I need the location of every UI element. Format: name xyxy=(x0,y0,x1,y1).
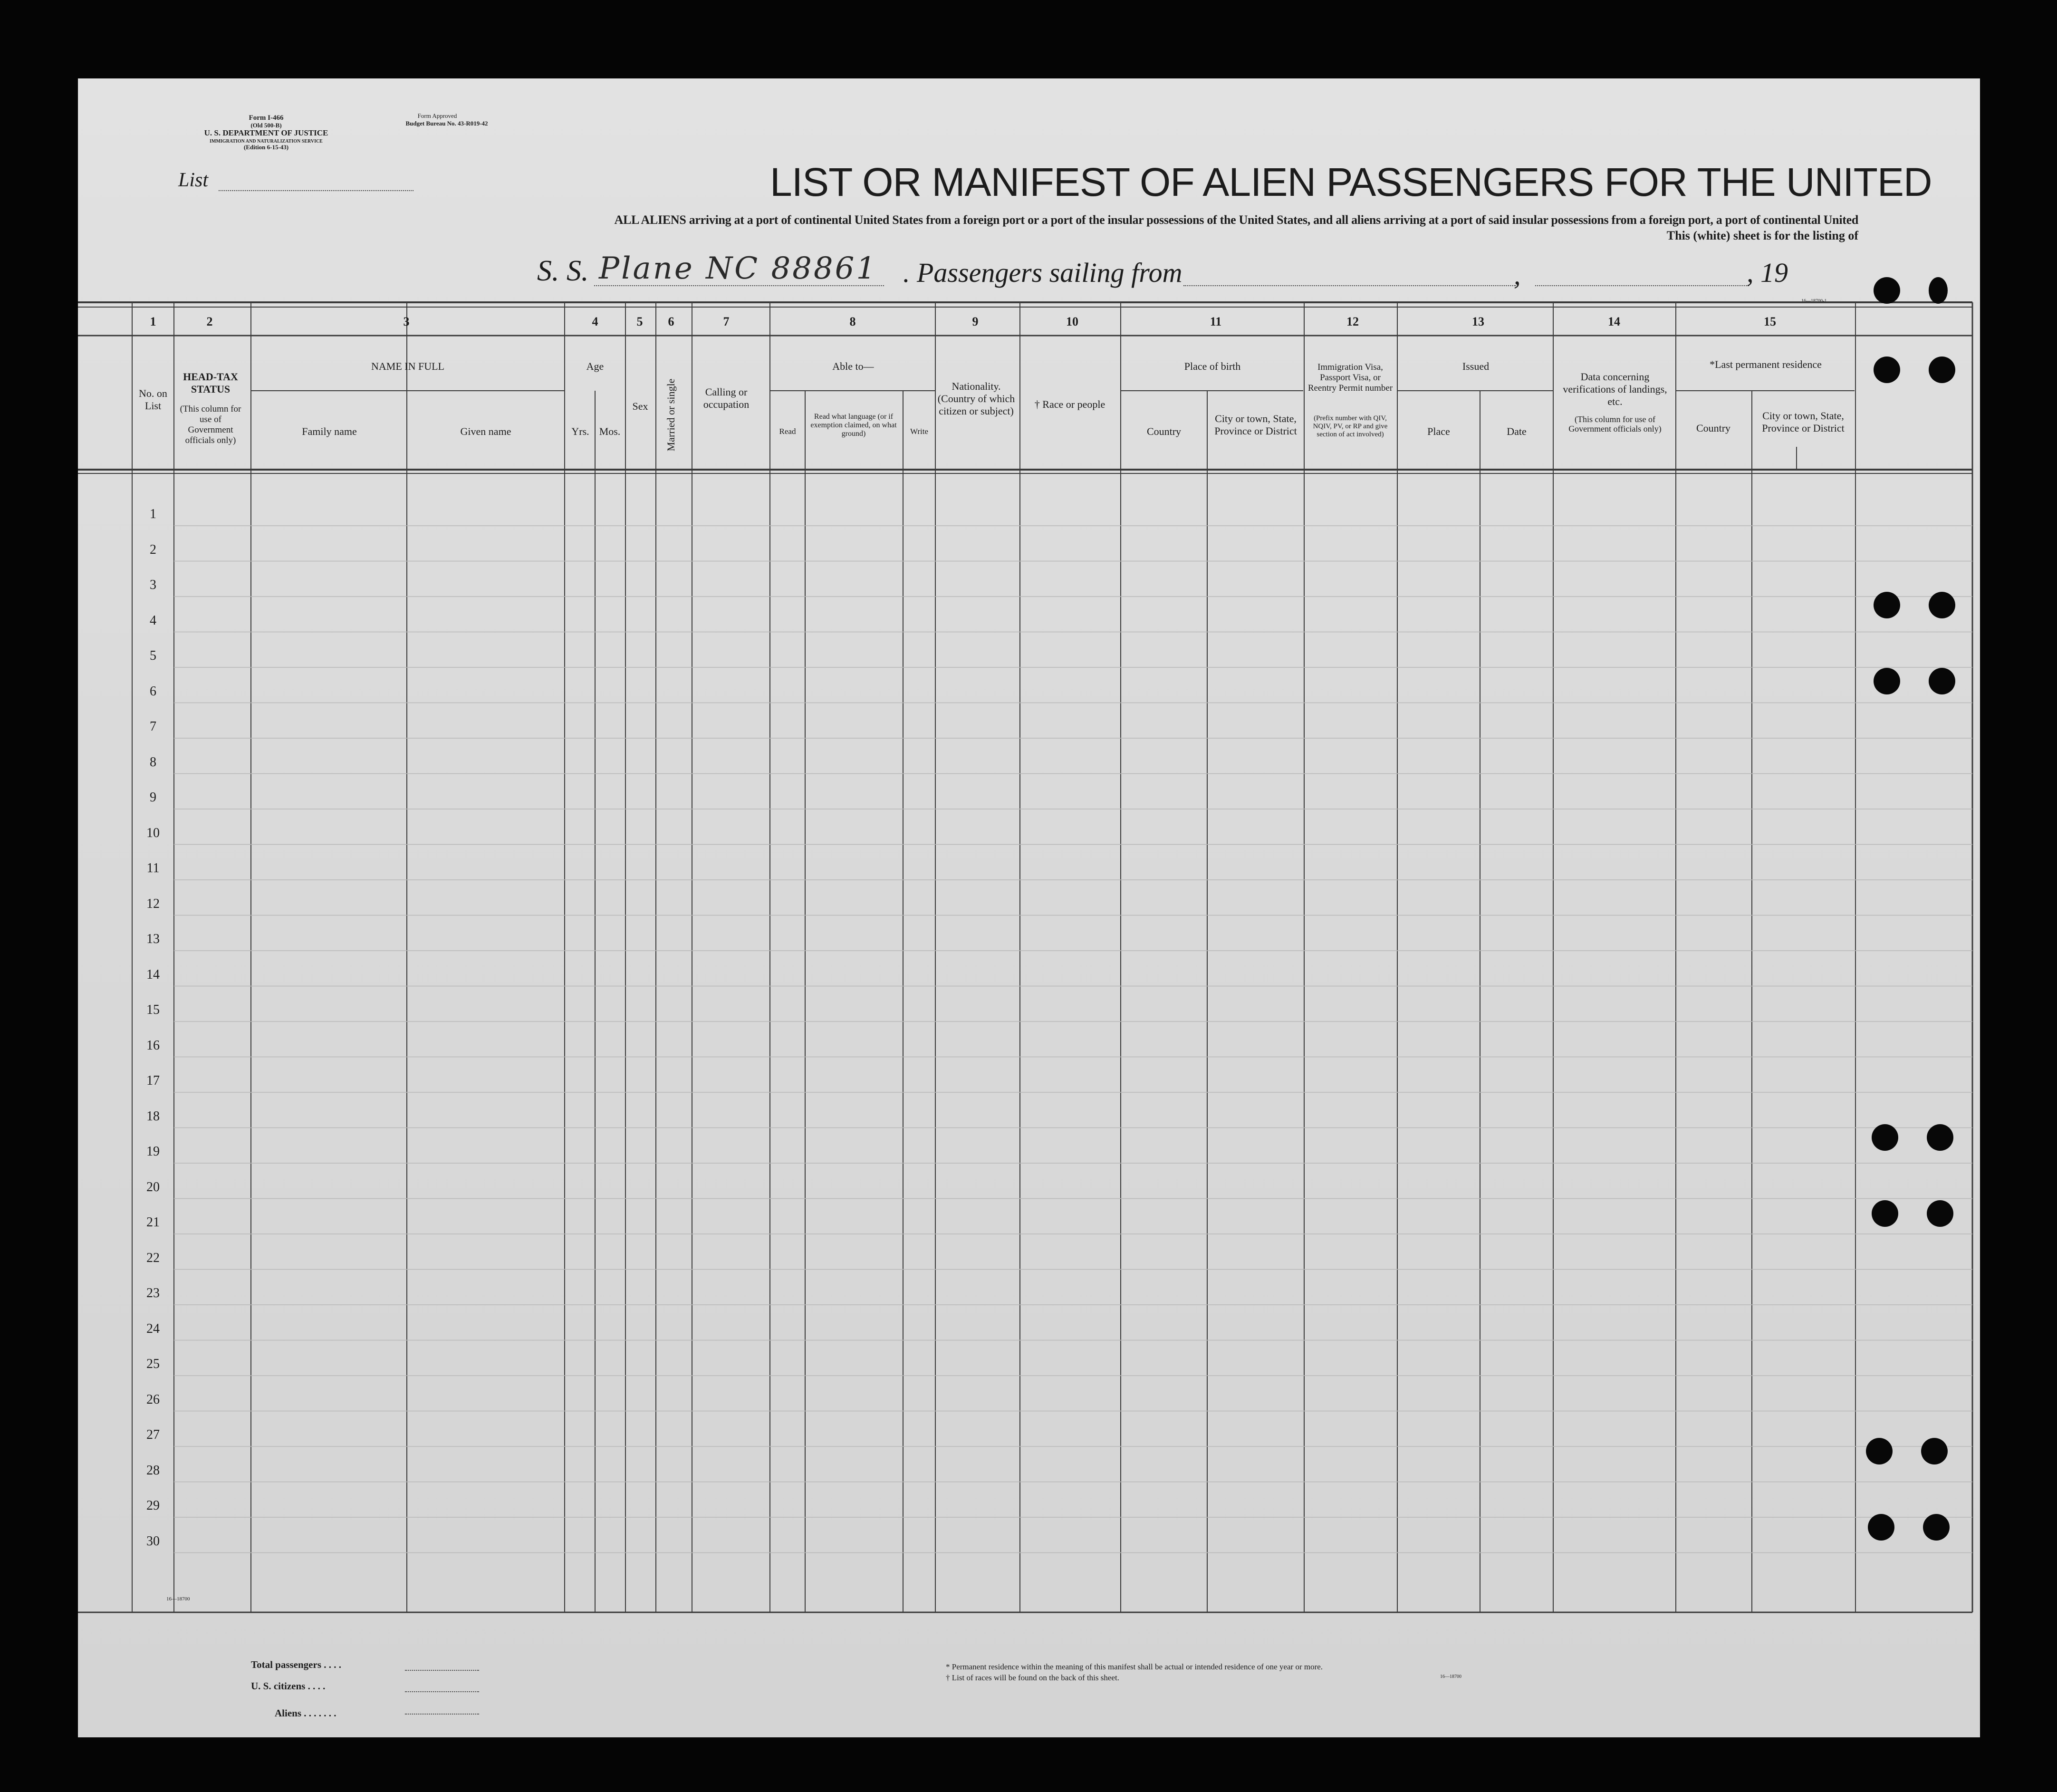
row-number: 15 xyxy=(146,1002,160,1017)
row-number: 2 xyxy=(150,542,156,557)
us-citizens-field[interactable] xyxy=(405,1691,479,1692)
row-number: 23 xyxy=(146,1286,160,1301)
header-issued: Issued xyxy=(1462,360,1490,372)
binder-hole xyxy=(1921,1438,1948,1464)
aliens-label: Aliens . . . . . . . xyxy=(275,1707,336,1719)
header-data-concerning: Data concerning verifications of landings, etc. xyxy=(1563,371,1667,407)
header-birth-city: City or town, State, Province or District xyxy=(1214,413,1297,437)
row-number: 5 xyxy=(150,648,156,663)
row-number: 1 xyxy=(150,507,156,521)
row-number: 3 xyxy=(150,578,156,592)
footnote-races: † List of races will be found on the back of this sheet. xyxy=(946,1673,1119,1682)
row-number: 26 xyxy=(146,1392,160,1407)
binder-hole xyxy=(1874,592,1900,618)
header-given-name: Given name xyxy=(460,425,511,437)
header-nationality: Nationality. (Country of which citizen or subject) xyxy=(937,380,1015,417)
edition: (Edition 6-15-43) xyxy=(243,144,289,151)
binder-hole xyxy=(1872,1124,1898,1151)
form-number: Form I-466 xyxy=(249,114,284,122)
row-number: 28 xyxy=(146,1463,160,1478)
binder-hole xyxy=(1868,1514,1894,1541)
row-number: 6 xyxy=(150,684,156,699)
row-number: 17 xyxy=(146,1073,160,1088)
col-num-5: 5 xyxy=(636,315,643,328)
header-read: Read xyxy=(779,427,796,436)
header-read-language: Read what language (or if exemption claimed, on what ground) xyxy=(810,413,897,438)
header-age: Age xyxy=(586,360,604,372)
col-num-14: 14 xyxy=(1608,315,1620,328)
binder-hole xyxy=(1923,1514,1950,1541)
footer-code: 16—18700 xyxy=(1440,1674,1461,1679)
list-label: List xyxy=(178,169,209,191)
row-number: 16 xyxy=(146,1038,160,1053)
binder-hole xyxy=(1929,592,1955,618)
row-number: 13 xyxy=(146,932,160,946)
binder-hole xyxy=(1929,356,1955,383)
ship-name-handwritten: Plane NC 88861 xyxy=(599,251,878,286)
header-family-name: Family name xyxy=(302,425,357,437)
col-num-4: 4 xyxy=(592,315,598,328)
row-number: 30 xyxy=(146,1533,160,1549)
col-num-11: 11 xyxy=(1210,315,1222,328)
col-num-7: 7 xyxy=(723,315,730,328)
row-number: 4 xyxy=(150,613,156,628)
header-race: † Race or people xyxy=(1034,398,1105,410)
subtitle-line2: This (white) sheet is for the listing of xyxy=(1666,229,1858,242)
row-number: 19 xyxy=(146,1144,160,1159)
col-num-3: 3 xyxy=(403,315,410,328)
total-passengers-label: Total passengers . . . . xyxy=(251,1659,341,1670)
col-num-9: 9 xyxy=(972,315,979,328)
ss-prefix: S. S. xyxy=(537,255,589,287)
footnote-permanent-residence: * Permanent residence within the meaning of this manifest shall be actual or intended residence of one year or more. xyxy=(946,1662,1323,1671)
binder-hole xyxy=(1927,1124,1953,1151)
header-married-single: Married or single xyxy=(665,378,677,452)
year-prefix: , 19 xyxy=(1747,257,1788,288)
binder-hole xyxy=(1929,277,1948,304)
header-res-city: City or town, State, Province or District xyxy=(1762,410,1845,434)
header-write: Write xyxy=(910,427,929,436)
row-number: 11 xyxy=(146,861,160,876)
us-citizens-label: U. S. citizens . . . . xyxy=(251,1680,326,1692)
header-able-to: Able to— xyxy=(832,360,874,372)
header-head-tax-note: (This column for use of Government officials only) xyxy=(180,404,241,445)
col-num-10: 10 xyxy=(1066,315,1078,328)
row-number: 21 xyxy=(146,1215,160,1230)
row-number: 29 xyxy=(146,1498,160,1513)
header-place-of-birth: Place of birth xyxy=(1184,360,1241,372)
binder-hole xyxy=(1874,277,1900,304)
col-num-13: 13 xyxy=(1472,315,1484,328)
header-birth-country: Country xyxy=(1146,425,1182,437)
header-issued-place: Place xyxy=(1427,425,1450,437)
header-calling: Calling or occupation xyxy=(703,386,750,410)
header-no-on-list: No. on List xyxy=(139,387,167,412)
print-code-top: 16—18700-1 xyxy=(1801,299,1827,304)
binder-hole xyxy=(1874,668,1900,694)
service: IMMIGRATION AND NATURALIZATION SERVICE xyxy=(210,139,323,144)
col-num-2: 2 xyxy=(206,315,213,328)
row-number: 25 xyxy=(146,1357,160,1371)
col-num-12: 12 xyxy=(1346,315,1359,328)
header-name-in-full: NAME IN FULL xyxy=(371,360,444,372)
row-number: 8 xyxy=(150,754,156,770)
row-number: 9 xyxy=(150,790,156,805)
binder-hole xyxy=(1929,668,1955,694)
header-mos: Mos. xyxy=(599,425,621,437)
header-sex: Sex xyxy=(632,400,648,412)
department: U. S. DEPARTMENT OF JUSTICE xyxy=(204,128,328,137)
header-last-residence: *Last permanent residence xyxy=(1710,358,1822,370)
binder-hole xyxy=(1874,356,1900,383)
col-num-8: 8 xyxy=(849,315,856,328)
row-number: 12 xyxy=(146,896,160,911)
header-res-country: Country xyxy=(1696,422,1731,434)
col-num-6: 6 xyxy=(668,315,674,328)
row-number: 14 xyxy=(146,967,160,982)
header-visa-note: (Prefix number with QIV, NQIV, PV, or RP and give section of act involved) xyxy=(1313,414,1388,438)
budget-bureau: Budget Bureau No. 43-R019-42 xyxy=(405,120,488,127)
header-data-note: (This column for use of Government officials only) xyxy=(1568,414,1662,434)
subtitle-line1: ALL ALIENS arriving at a port of continental United States from a foreign port or a port of the insular possessions of the United States, and all aliens arriving at a port of said insular possessions from a foreign port, a port of continental United xyxy=(614,213,1858,227)
col-num-15: 15 xyxy=(1764,315,1776,328)
col-num-1: 1 xyxy=(150,315,156,328)
binder-hole xyxy=(1866,1438,1893,1464)
total-passengers-field[interactable] xyxy=(405,1670,479,1671)
row-number: 27 xyxy=(146,1427,160,1442)
row-number: 20 xyxy=(146,1179,160,1195)
form-old: (Old 500-B) xyxy=(250,122,282,129)
print-code-left: 16—18700 xyxy=(166,1596,190,1602)
row-number: 24 xyxy=(146,1321,160,1336)
row-number: 7 xyxy=(150,719,156,734)
row-number: 22 xyxy=(146,1250,160,1265)
row-number: 10 xyxy=(146,825,160,840)
header-head-tax: HEAD-TAX STATUS xyxy=(183,371,238,395)
aliens-field[interactable] xyxy=(405,1714,479,1715)
comma: , xyxy=(1514,260,1521,290)
sailing-from-label: . Passengers sailing from xyxy=(903,257,1182,288)
binder-hole xyxy=(1872,1200,1898,1227)
form-approved: Form Approved xyxy=(417,112,457,119)
header-issued-date: Date xyxy=(1507,425,1527,437)
binder-hole xyxy=(1927,1200,1953,1227)
page-title: LIST OR MANIFEST OF ALIEN PASSENGERS FOR THE UNITED xyxy=(770,160,1932,204)
row-number: 18 xyxy=(146,1108,160,1124)
header-visa: Immigration Visa, Passport Visa, or Reentry Permit number xyxy=(1307,362,1393,393)
header-yrs: Yrs. xyxy=(571,425,589,437)
